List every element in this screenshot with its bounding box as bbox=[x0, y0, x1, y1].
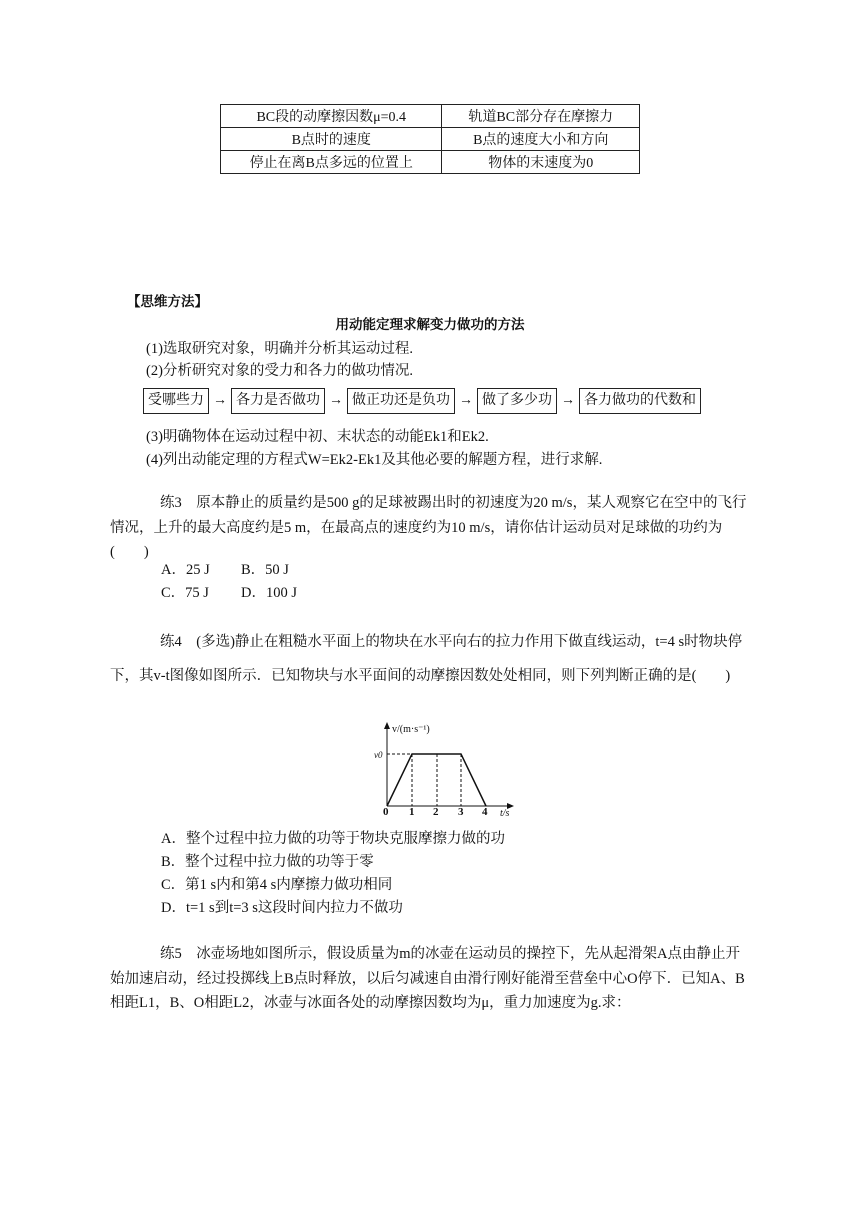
info-table bbox=[220, 104, 640, 174]
method-step-1: (1)选取研究对象，明确并分析其运动过程. bbox=[146, 341, 414, 357]
x-tick-label: 3 bbox=[458, 806, 464, 818]
y-axis-arrow-icon bbox=[384, 722, 390, 729]
flow-step: 各力做功的代数和 bbox=[579, 388, 701, 414]
x-axis-label: t/s bbox=[500, 808, 510, 819]
flow-step: 受哪些力 bbox=[143, 388, 209, 414]
right-arrow-icon: → bbox=[561, 393, 575, 408]
table-cell: 停止在离B点多远的位置上 bbox=[221, 151, 442, 174]
question-4-option-b: B．整个过程中拉力做的功等于零 bbox=[161, 854, 374, 870]
flow-step: 各力是否做功 bbox=[231, 388, 325, 414]
table-row bbox=[221, 105, 640, 128]
x-tick-label: 2 bbox=[433, 806, 439, 818]
method-flowchart bbox=[143, 388, 701, 414]
x-tick-label: 1 bbox=[409, 806, 415, 818]
question-3-option-d: D．100 J bbox=[241, 585, 297, 601]
right-arrow-icon: → bbox=[213, 393, 227, 408]
question-4-text: 练4 (多选)静止在粗糙水平面上的物块在水平向右的拉力作用下做直线运动，t=4 s时物块停下，其v-t图像如图所示．已知物块与水平面间的动摩擦因数处处相同，则下列判断正确的是( ) bbox=[110, 634, 743, 684]
table-cell: B点的速度大小和方向 bbox=[442, 128, 640, 151]
table-cell: B点时的速度 bbox=[221, 128, 442, 151]
table-cell: 物体的末速度为0 bbox=[442, 151, 640, 174]
flow-step: 做了多少功 bbox=[477, 388, 557, 414]
method-step-4: (4)列出动能定理的方程式W=Ek2-Ek1及其他必要的解题方程，进行求解. bbox=[146, 452, 603, 468]
table-cell: BC段的动摩擦因数μ=0.4 bbox=[221, 105, 442, 128]
vt-graph bbox=[350, 718, 520, 820]
flow-step: 做正功还是负功 bbox=[347, 388, 455, 414]
question-4-option-c: C．第1 s内和第4 s内摩擦力做功相同 bbox=[161, 877, 393, 893]
question-4-option-d: D．t=1 s到t=3 s这段时间内拉力不做功 bbox=[161, 900, 403, 916]
table-row bbox=[221, 151, 640, 174]
y-axis-label: v/(m·s⁻¹) bbox=[392, 724, 430, 735]
table-cell: 轨道BC部分存在摩擦力 bbox=[442, 105, 640, 128]
method-step-2: (2)分析研究对象的受力和各力的做功情况. bbox=[146, 363, 414, 379]
question-3-option-a: A．25 J bbox=[161, 562, 210, 578]
method-title: 用动能定理求解变力做功的方法 bbox=[335, 317, 525, 333]
right-arrow-icon: → bbox=[329, 393, 343, 408]
x-tick-label: 4 bbox=[482, 806, 488, 818]
question-3-option-c: C．75 J bbox=[161, 585, 209, 601]
right-arrow-icon: → bbox=[459, 393, 473, 408]
method-step-3: (3)明确物体在运动过程中初、末状态的动能Ek1和Ek2. bbox=[146, 429, 489, 445]
question-5-text: 练5 冰壶场地如图所示，假设质量为m的冰壶在运动员的操控下，先从起滑架A点由静止开始加速启动，经过投掷线上B点时释放，以后匀减速自由滑行刚好能滑至营垒中心O停下．已知A、B相距L1，B、O相距L2，冰壶与冰面各处的动摩擦因数均为μ，重力加速度为g.求： bbox=[110, 946, 745, 1011]
question-3-option-b: B．50 J bbox=[241, 562, 289, 578]
table-row bbox=[221, 128, 640, 151]
method-heading: 【思维方法】 bbox=[127, 294, 208, 310]
x-tick-label: 0 bbox=[383, 806, 389, 818]
question-3-text: 练3 原本静止的质量约是500 g的足球被踢出时的初速度为20 m/s，某人观察它在空中的飞行情况，上升的最大高度约是5 m，在最高点的速度约为10 m/s，请你估计运动员对足球做的功约为( ) bbox=[110, 495, 747, 560]
y-tick-label: v0 bbox=[374, 750, 383, 760]
question-4-option-a: A．整个过程中拉力做的功等于物块克服摩擦力做的功 bbox=[161, 831, 505, 847]
